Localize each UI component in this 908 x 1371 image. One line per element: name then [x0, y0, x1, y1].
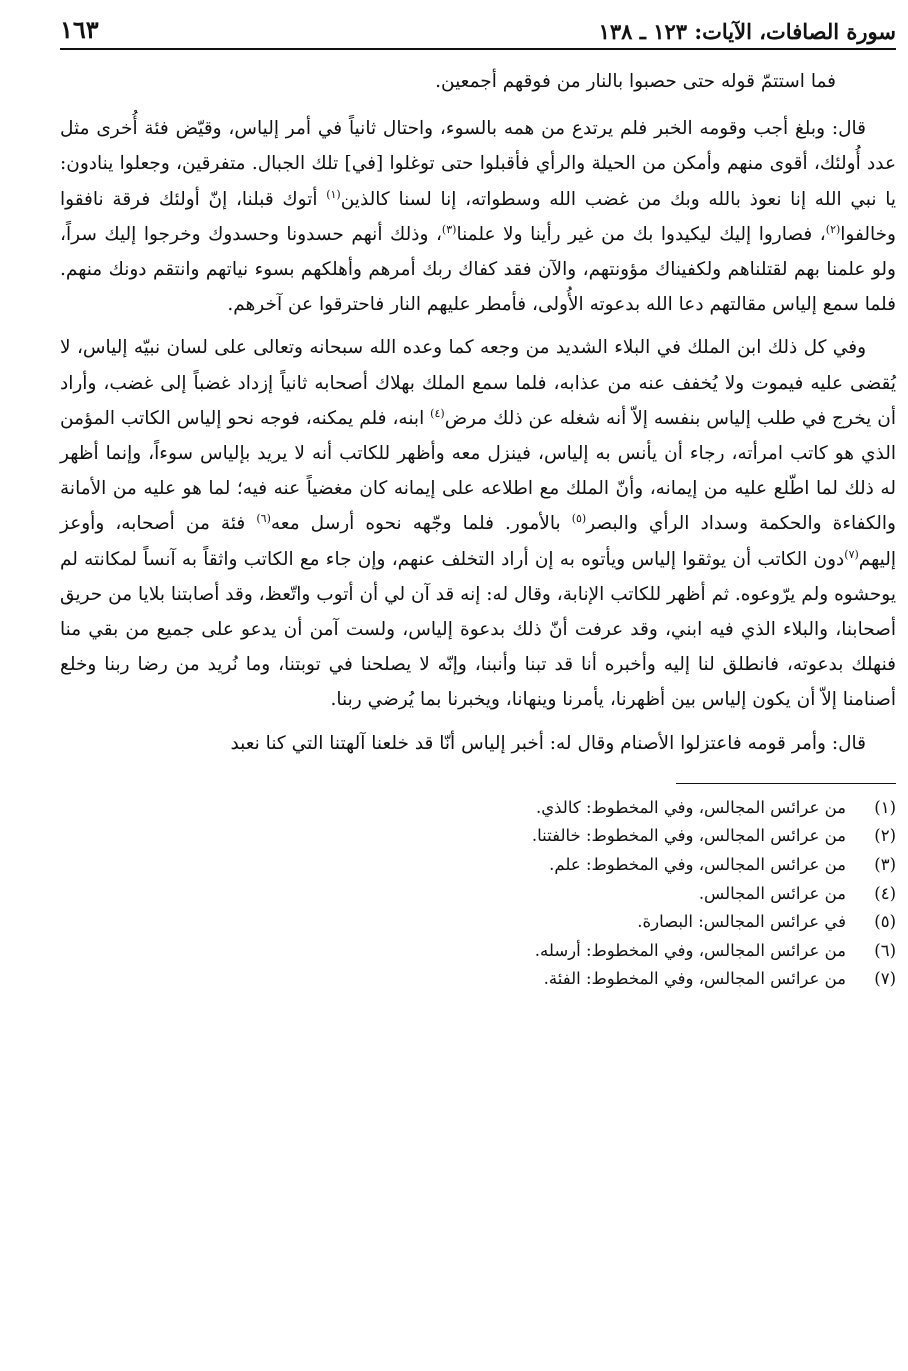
paragraph: وفي كل ذلك ابن الملك في البلاء الشديد من وجعه كما وعده الله سبحانه وتعالى على لسان نبيّه إلياس، لا يُقضى عليه فيموت ولا يُخفف عنه من عذابه، فلما سمع الملك بهلاك أصحابه ثانياً إزداد غضباً إلى غضب، وأراد أن يخرج في طلب إلياس بنفسه إلاّ أنه شغله عن ذلك مرض$^{(٤)}$ ابنه، فلم يمكنه، فوجه نحو إلياس الكاتب المؤمن الذي هو كاتب امرأته، رجاء أن يأنس به إلياس، فينزل معه وأظهر للكاتب أنه لا يريد بإلياس سوءاً، وإنما أظهر له ذلك لما اطّلع عليه من إيمانه، وأنّ الملك مع اطلاعه على إيمانه كان مغضياً عنه فيه؛ لما هو عليه من الأمانة والكفاءة والحكمة وسداد الرأي والبصر$^{(٥)}$ بالأمور. فلما وجّهه نحوه أرسل معه$^{(٦)}$ فئة من أصحابه، وأوعز إليهم$^{(٧)}$دون الكاتب أن يوثقوا إلياس ويأتوه به إن أراد التخلف عنهم، وإن جاء مع الكاتب واثقاً به آنساً لمكانته لم يوحشوه ولم يرّوعوه. ثم أظهر للكاتب الإنابة، وقال له: إنه قد آن لي أن أتوب واتّعظ، وقد أصابتنا بلايا من حريق أصحابنا، والبلاء الذي فيه ابني، وقد عرفت أنّ ذلك بدعوة إلياس، ولست آمن أن يدعو على جميع من بقي منا فنهلك بدعوته، فانطلق لنا إليه وأخبره أنا قد تبنا وأنبنا، وإنّه لا يصلحنا في توبتنا، وما نُريد من رضا ربنا وخلع أصنامنا إلاّ أن يكون إلياس بين أظهرنا، يأمرنا وينهانا، ويخبرنا بما يُرضي ربنا. — [60, 337, 896, 711]
footnote-number: (١) — [874, 797, 896, 817]
footnote-number: (٣) — [874, 855, 896, 875]
footnote-number: (٦) — [874, 940, 896, 960]
footnote-text: من عرائس المجالس، وفي المخطوط: علم. — [549, 855, 846, 875]
footnote-number: (٥) — [874, 912, 896, 932]
footnote — [60, 822, 896, 851]
footnote — [60, 937, 896, 966]
footnote-ref[interactable]: (٢) — [825, 222, 841, 236]
footnote-ref[interactable]: (٤) — [430, 406, 445, 420]
footnote-number: (٢) — [874, 826, 896, 846]
footnote-number: (٧) — [874, 969, 896, 989]
footnote-text: من عرائس المجالس، وفي المخطوط: الفئة. — [543, 969, 846, 989]
footnote — [60, 908, 896, 937]
footnote-text: من عرائس المجالس، وفي المخطوط: كالذي. — [535, 797, 846, 817]
footnote — [60, 851, 896, 880]
page-header — [60, 14, 896, 50]
footnote-text: من عرائس المجالس، وفي المخطوط: خالفتنا. — [531, 826, 846, 846]
book-page — [60, 14, 896, 1344]
footnote-number: (٤) — [874, 883, 896, 903]
footnote — [60, 794, 896, 823]
main-text — [60, 64, 896, 761]
footnote-ref[interactable]: (٦) — [256, 512, 271, 526]
footnote-ref[interactable]: (٣) — [441, 222, 457, 236]
footnote-text: في عرائس المجالس: البصارة. — [637, 912, 846, 932]
running-title: سورة الصافات، الآيات: ١٢٣ ـ ١٣٨ — [598, 19, 896, 44]
footnote-ref[interactable]: (٥) — [571, 512, 587, 526]
paragraph: قال: وأمر قومه فاعتزلوا الأصنام وقال له: أخبر إلياس أنّا قد خلعنا آلهتنا التي كنا نعبد — [230, 732, 866, 754]
footnote-ref[interactable]: (١) — [326, 187, 341, 201]
paragraph: فما استتمّ قوله حتى حصبوا بالنار من فوقهم أجمعين. — [435, 71, 836, 92]
footnote-text: من عرائس المجالس. — [698, 883, 846, 903]
footnote-separator — [676, 783, 896, 784]
footnote-text: من عرائس المجالس، وفي المخطوط: أرسله. — [534, 940, 846, 960]
footnotes — [60, 794, 896, 994]
paragraph: قال: وبلغ أجب وقومه الخبر فلم يرتدع من همه بالسوء، واحتال ثانياً في أمر إلياس، وقيّض فئة أُخرى مثل عدد أُولئك، أقوى منهم وأمكن من الحيلة والرأي فأقبلوا حتى توغلوا [في] تلك الجبال. متفرقين، وجعلوا ينادون: يا نبي الله إنا نعوذ بالله وبك من غضب الله وسطواته، إنا لسنا كالذين$^{(١)}$ أتوك قبلنا، إنّ أولئك فرقة نافقوا وخالفوا$^{(٢)}$، فصاروا إليك ليكيدوا بك من غير رأينا ولا علمنا$^{(٣)}$، وذلك أنهم حسدونا وحسدوك وخرجوا إليك سراً، ولو علمنا بهم لقتلناهم ولكفيناك مؤونتهم، والآن فقد كفاك ربك أمرهم وأهلكهم بسوء نياتهم وانتقم دونك منهم. فلما سمع إلياس مقالتهم دعا الله بدعوته الأُولى، فأمطر عليهم النار فاحترقوا عن آخرهم. — [60, 118, 896, 316]
page-number: ١٦٣ — [60, 15, 99, 44]
footnote — [60, 880, 896, 909]
footnote — [60, 965, 896, 994]
footnote-ref[interactable]: (٧) — [844, 547, 859, 561]
